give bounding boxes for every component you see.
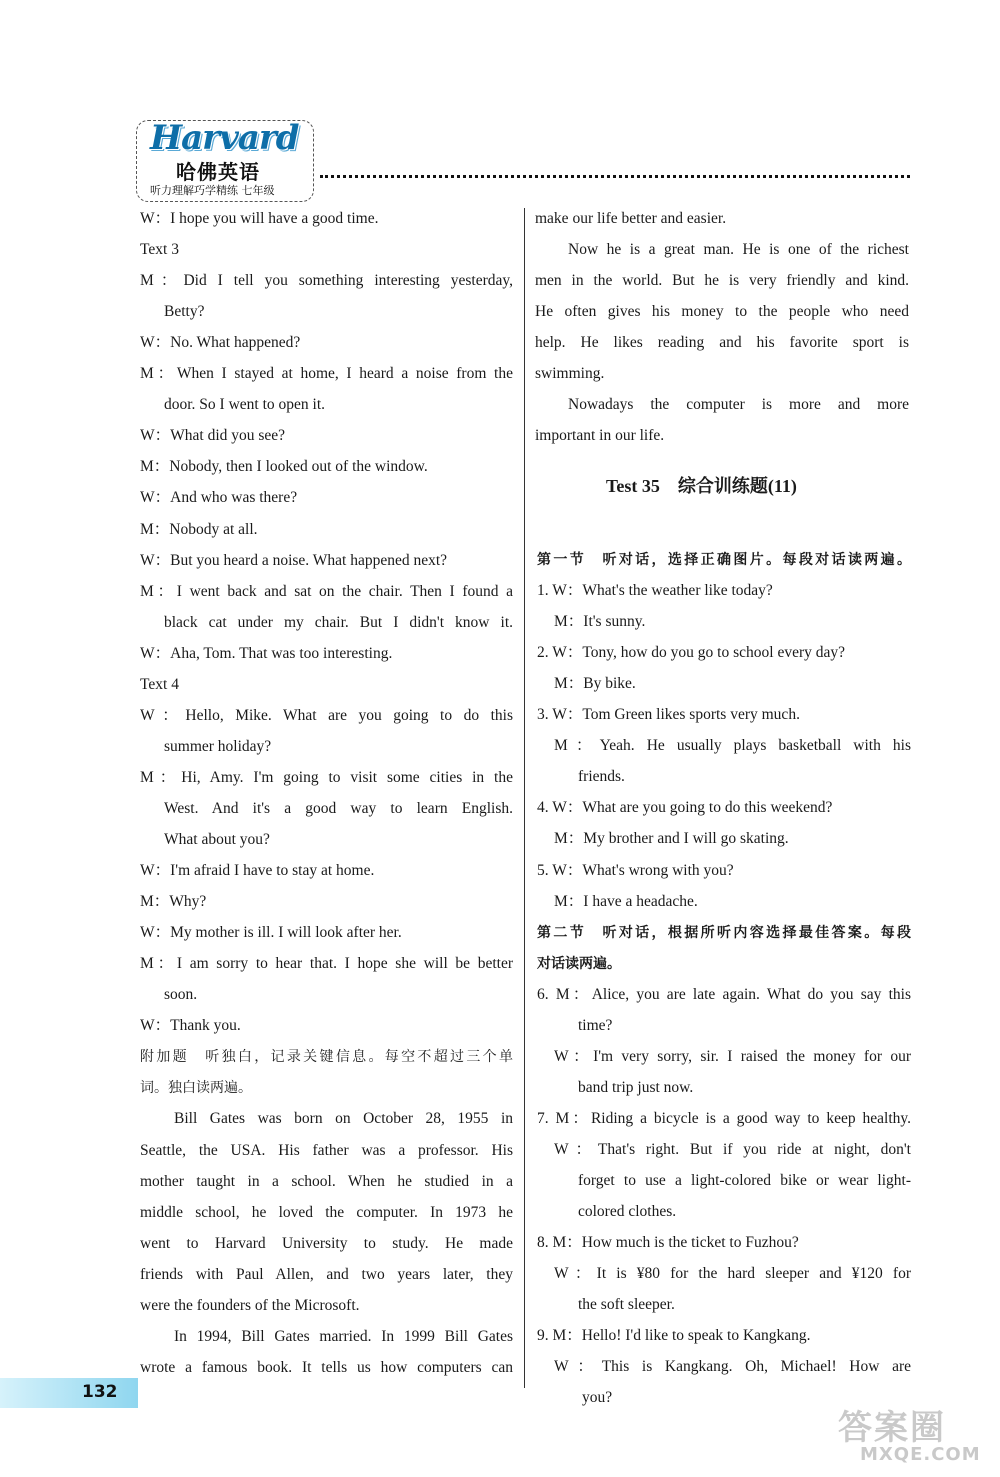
text-line: friends with Paul Allen, and two years later, they <box>140 1265 513 1283</box>
text-line: M：Yeah. He usually plays basketball with his <box>554 737 911 755</box>
text-line: 3. W：Tom Green likes sports very much. <box>537 706 800 724</box>
text-line: soon. <box>164 986 198 1004</box>
text-line: went to Harvard University to study. He made <box>140 1234 513 1252</box>
test35-title: Test 35 综合训练题(11) <box>606 476 797 496</box>
text-line: Text 3 <box>140 241 179 259</box>
text-line: M：It's sunny. <box>554 613 646 631</box>
text-line: band trip just now. <box>578 1078 694 1096</box>
text-line: W：This is Kangkang. Oh, Michael! How are <box>554 1358 911 1376</box>
text-line: W：I hope you will have a good time. <box>140 210 379 227</box>
text-line: Betty? <box>164 303 205 321</box>
text-line: door. So I went to open it. <box>164 396 326 414</box>
text-line: were the founders of the Microsoft. <box>140 1296 360 1314</box>
book-subtitle: 听力理解巧学精练 七年级 <box>150 184 275 197</box>
text-line: important in our life. <box>535 427 665 445</box>
text-line: middle school, he loved the computer. In 1973 he <box>140 1203 513 1221</box>
page-number-tab <box>0 1378 138 1408</box>
watermark-logo: 答案圈 <box>838 1408 946 1448</box>
text-line: M：By bike. <box>554 675 636 693</box>
text-line: wrote a famous book. It tells us how computers can <box>140 1358 513 1376</box>
text-line: summer holiday? <box>164 737 272 755</box>
text-line: time? <box>578 1016 613 1034</box>
text-line: W：Thank you. <box>140 1017 241 1035</box>
text-line: 9. M：Hello! I'd like to speak to Kangkang. <box>537 1327 811 1345</box>
text-line: M：I have a headache. <box>554 892 698 910</box>
text-line: 2. W：Tony, how do you go to school every day? <box>537 644 846 662</box>
text-line: Seattle, the USA. His father was a professor. His <box>140 1141 513 1159</box>
text-line: Now he is a great man. He is one of the richest <box>568 241 909 259</box>
text-line: you? <box>582 1389 613 1407</box>
text-line: W：Aha, Tom. That was too interesting. <box>140 644 393 662</box>
text-line: W：I'm afraid I have to stay at home. <box>140 862 375 880</box>
text-line: swimming. <box>535 365 605 383</box>
text-line: W：It is ¥80 for the hard sleeper and ¥120 for <box>554 1265 911 1283</box>
text-line: W：I'm very sorry, sir. I raised the money for our <box>554 1047 911 1065</box>
header-dotted-rule <box>320 175 910 178</box>
text-line: M：My brother and I will go skating. <box>554 830 789 848</box>
text-line: 5. W：What's wrong with you? <box>537 861 734 879</box>
text-line: make our life better and easier. <box>535 210 727 227</box>
harvard-logo: Harvard <box>150 118 299 158</box>
text-line: 6. M：Alice, you are late again. What do you say this <box>537 985 911 1003</box>
text-line: 第二节 听对话，根据所听内容选择最佳答案。每段 <box>537 924 911 941</box>
text-line: 对话读两遍。 <box>537 955 621 972</box>
text-line: M：Why? <box>140 893 207 911</box>
text-line: In 1994, Bill Gates married. In 1999 Bill Gates <box>174 1327 513 1345</box>
text-line: What about you? <box>164 831 270 848</box>
text-line: Text 4 <box>140 675 179 693</box>
text-line: colored clothes. <box>578 1203 677 1221</box>
text-line: M：When I stayed at home, I heard a noise from the <box>140 365 513 383</box>
text-line: men in the world. But he is very friendly and kind. <box>535 272 909 290</box>
text-line: M：I am sorry to hear that. I hope she will be better <box>140 955 513 973</box>
text-line: W：That's right. But if you ride at night, don't <box>554 1140 911 1158</box>
text-line: West. And it's a good way to learn English. <box>164 799 513 817</box>
text-line: M：Did I tell you something interesting yesterday, <box>140 272 513 290</box>
text-line: W：No. What happened? <box>140 334 301 352</box>
text-line: the soft sleeper. <box>578 1296 675 1314</box>
text-line: help. He likes reading and his favorite sport is <box>535 334 909 352</box>
text-line: friends. <box>578 768 625 786</box>
text-line: Bill Gates was born on October 28, 1955 in <box>174 1110 513 1128</box>
text-line: He often gives his money to the people who need <box>535 303 909 321</box>
watermark-url: MXQE.COM <box>860 1444 981 1465</box>
text-line: W：My mother is ill. I will look after her. <box>140 924 402 942</box>
text-line: M：Nobody at all. <box>140 520 258 538</box>
text-line: W：And who was there? <box>140 489 298 507</box>
book-title: 哈佛英语 <box>176 160 260 184</box>
text-line: forget to use a light-colored bike or wear light- <box>578 1172 911 1189</box>
page-number: 132 <box>82 1382 118 1402</box>
text-line: W：But you heard a noise. What happened next? <box>140 551 448 569</box>
text-line: 1. W：What's the weather like today? <box>537 582 773 600</box>
column-divider <box>524 208 525 1388</box>
text-line: 8. M：How much is the ticket to Fuzhou? <box>537 1234 799 1252</box>
text-line: M：Nobody, then I looked out of the window. <box>140 458 428 476</box>
text-line: 4. W：What are you going to do this weekend? <box>537 799 833 817</box>
text-line: 词。独白读两遍。 <box>140 1080 252 1097</box>
text-line: Nowadays the computer is more and more <box>568 396 909 414</box>
text-line: mother taught in a school. When he studied in a <box>140 1172 513 1190</box>
watermark <box>830 1400 990 1470</box>
text-line: 7. M：Riding a bicycle is a good way to keep healthy. <box>537 1109 911 1127</box>
text-line: black cat under my chair. But I didn't know it. <box>164 613 513 631</box>
text-line: M：I went back and sat on the chair. Then I found a <box>140 582 513 600</box>
text-line: W：Hello, Mike. What are you going to do this <box>140 706 513 724</box>
text-line: 第一节 听对话，选择正确图片。每段对话读两遍。 <box>537 552 911 568</box>
text-line: M：Hi, Amy. I'm going to visit some cities in the <box>140 768 513 786</box>
text-line: W：What did you see? <box>140 427 286 445</box>
text-line: 附加题 听独白，记录关键信息。每空不超过三个单 <box>140 1049 513 1066</box>
